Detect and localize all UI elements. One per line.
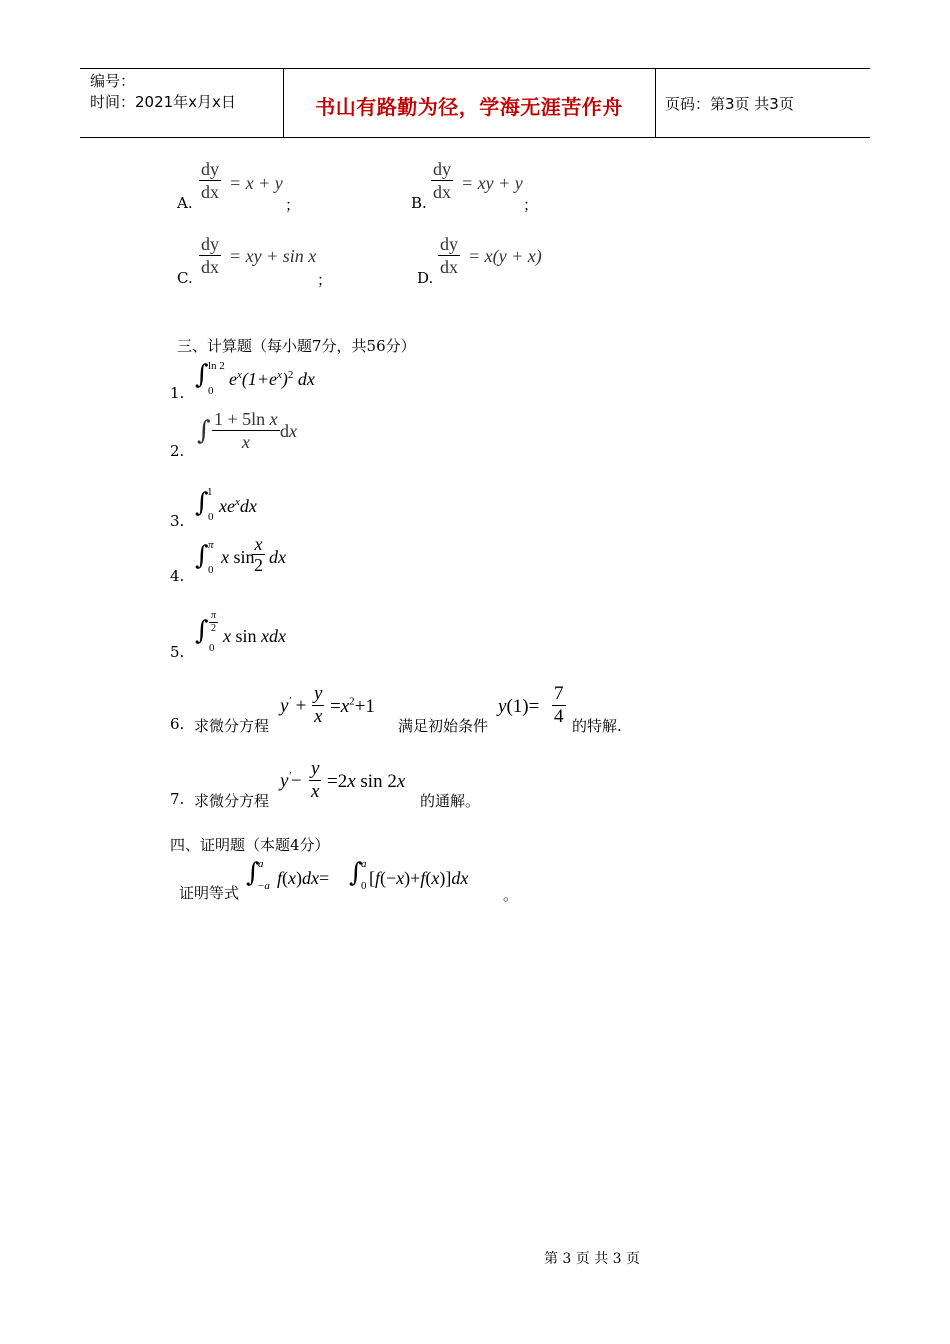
separator: ；: [317, 271, 333, 289]
fraction-denominator: x: [314, 706, 323, 727]
fraction-denominator: 4: [554, 706, 564, 727]
choice-label: C.: [177, 269, 193, 287]
problem-6-text: 求微分方程: [194, 717, 270, 735]
fraction-denominator: 2: [254, 555, 263, 575]
footer-page-number: 第 3 页 共 3 页: [543, 1251, 641, 1267]
equation-rhs: =2x sin 2x: [327, 771, 406, 792]
derivative-fraction: [199, 158, 221, 203]
serial-label: 编号：: [90, 72, 136, 90]
fraction-denominator: dx: [440, 257, 458, 277]
fraction-numerator: π: [211, 610, 217, 621]
problem-4-formula: [195, 535, 305, 585]
problem-6-equation: [280, 683, 400, 731]
fraction-numerator: y: [314, 683, 323, 704]
page-footer: [0, 1248, 950, 1268]
problem-number: 7.: [170, 790, 185, 808]
right-integrand: [f(−x)+f(x)]dx: [369, 868, 469, 888]
left-integrand: f(x)dx=: [277, 868, 330, 888]
separator: ；: [523, 196, 539, 214]
fraction-numerator: dy: [440, 234, 458, 254]
header-divider: [655, 69, 656, 137]
choice-label: D.: [417, 269, 434, 287]
integral-sign: ∫: [246, 858, 260, 888]
choice-label: B.: [411, 194, 427, 212]
problem-number: 5.: [170, 643, 185, 661]
fraction-denominator: dx: [201, 257, 219, 277]
proof-equation: [246, 856, 506, 900]
integrand: $e^x(1+e^x)^2$ dx: [229, 369, 315, 389]
upper-limit: 1: [207, 486, 213, 498]
lower-limit: 0: [361, 880, 367, 892]
upper-limit: a: [361, 858, 367, 870]
fraction-numerator: dy: [201, 159, 219, 179]
integrand: x sin xdx: [223, 626, 286, 646]
upper-limit: a: [258, 858, 264, 870]
integrand: $xe^xdx$: [219, 496, 257, 516]
equation-rhs: = x(y + x): [468, 246, 542, 266]
problem-7-equation: [280, 758, 420, 806]
problem-3-formula: [195, 486, 295, 526]
fraction-numerator: 7: [554, 683, 564, 704]
condition-lhs: y(1)=: [498, 696, 540, 717]
problem-number: 3.: [170, 512, 185, 530]
equation-lhs: y′−: [280, 770, 302, 792]
integral-sign: ∫: [197, 416, 211, 446]
lower-limit: 0: [208, 511, 214, 523]
derivative-fraction: [438, 233, 460, 278]
date-label: 时间：2021年x月x日: [90, 93, 236, 111]
upper-limit: [209, 610, 218, 635]
problem-number: 6.: [170, 715, 185, 733]
problem-5-formula: [195, 608, 315, 658]
fraction-denominator: dx: [201, 182, 219, 202]
integrand-fraction: [212, 408, 280, 453]
differential: dx: [280, 421, 297, 441]
problem-2-formula: [197, 408, 317, 458]
problem-number: 2.: [170, 442, 185, 460]
upper-limit: ln 2: [208, 360, 225, 372]
section-heading: 三、计算题（每小题7分，共56分）: [177, 337, 416, 355]
initial-condition: [498, 683, 573, 731]
derivative-fraction: [431, 158, 453, 203]
fraction-denominator: 2: [211, 623, 216, 634]
separator: ；: [285, 196, 301, 214]
lower-limit: −a: [257, 880, 270, 892]
fraction-denominator: x: [241, 432, 250, 452]
problem-6-text: 满足初始条件: [398, 717, 489, 735]
fraction-denominator: x: [311, 781, 320, 802]
problem-7-text: 的通解。: [420, 792, 481, 810]
problem-number: 4.: [170, 567, 185, 585]
integral-sign: ∫: [195, 541, 209, 571]
fraction-numerator: 1 + 5ln x: [214, 409, 278, 429]
integral-sign: ∫: [195, 360, 209, 390]
lower-limit: 0: [208, 564, 214, 576]
choice-label: A.: [177, 194, 193, 212]
derivative-fraction: [199, 233, 221, 278]
proof-prefix: 证明等式: [179, 884, 240, 902]
integral-sign: ∫: [195, 488, 209, 518]
integrand-prefix: x sin: [221, 547, 255, 567]
differential: dx: [269, 547, 286, 567]
equation-lhs: y′ +: [280, 695, 307, 717]
integral-sign: ∫: [349, 858, 363, 888]
upper-limit: π: [208, 539, 214, 551]
integral-sign: ∫: [195, 616, 209, 646]
equation-rhs: = x + y: [229, 173, 283, 193]
equation-fraction: [309, 758, 321, 803]
equation-rhs: = xy + y: [461, 173, 523, 193]
page-info: 页码：第3页 共3页: [665, 95, 794, 113]
lower-limit: 0: [209, 642, 215, 654]
motto: 书山有路勤为径，学海无涯苦作舟: [315, 95, 623, 119]
problem-7-text: 求微分方程: [194, 792, 270, 810]
section-heading: 四、证明题（本题4分）: [170, 836, 330, 854]
problem-1-formula: [195, 358, 355, 398]
fraction-denominator: dx: [433, 182, 451, 202]
proof-suffix: 。: [503, 886, 519, 904]
header-left: [90, 71, 236, 113]
equation-fraction: [312, 683, 324, 728]
equation-rhs: $=x^2+1$: [330, 695, 375, 717]
integrand-fraction: [252, 535, 265, 575]
condition-fraction: [552, 683, 566, 728]
fraction-numerator: dy: [433, 159, 451, 179]
equation-rhs: = xy + sin x: [229, 246, 317, 266]
lower-limit: 0: [208, 385, 214, 397]
fraction-numerator: y: [311, 758, 320, 779]
fraction-numerator: dy: [201, 234, 219, 254]
problem-6-text: 的特解.: [572, 717, 622, 735]
page-header: [80, 68, 870, 138]
problem-number: 1.: [170, 384, 185, 402]
fraction-numerator: x: [252, 535, 265, 555]
